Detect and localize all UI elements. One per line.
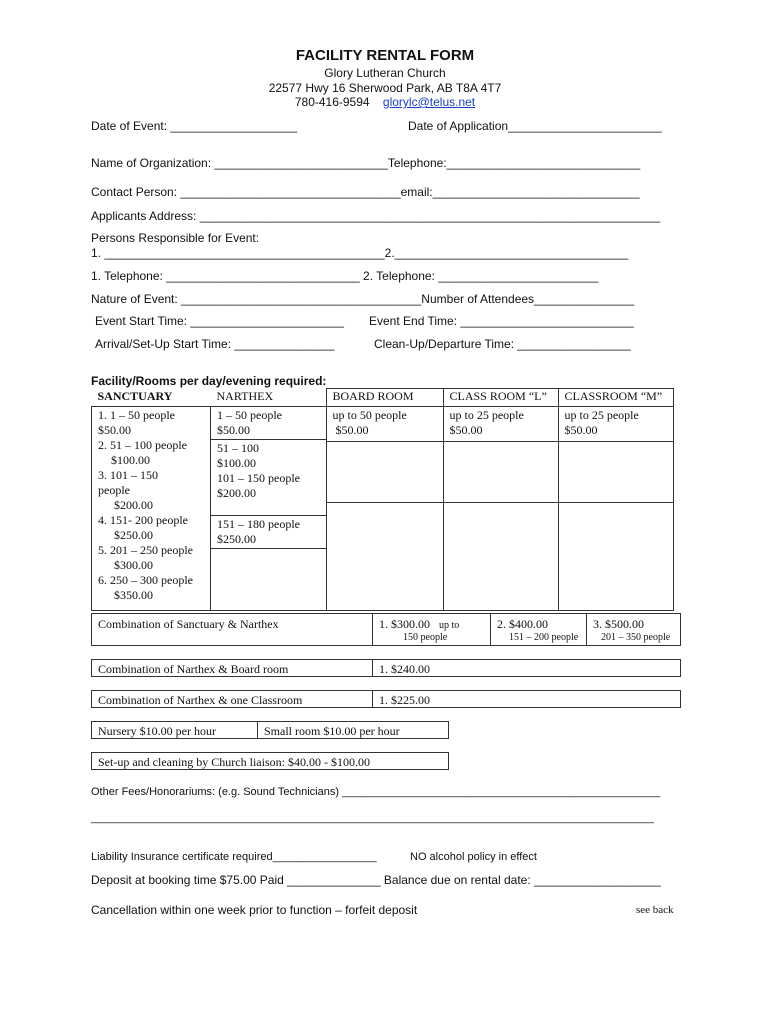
sanctuary-price-4: $250.00 <box>114 528 153 542</box>
classroom-m-capacity: up to 25 people <box>564 408 639 422</box>
combo-option-3[interactable] <box>586 614 682 645</box>
classroom-m-price: $50.00 <box>564 423 598 437</box>
sanctuary-opt-1: 1. 1 – 50 people <box>98 408 175 422</box>
combo-narthex-board-row[interactable] <box>91 659 681 677</box>
narthex-options[interactable] <box>211 407 327 611</box>
date-of-event-field[interactable]: Date of Event: ___________________ <box>91 119 298 133</box>
sanctuary-options[interactable] <box>92 407 211 611</box>
combo-option-3-price: 3. $500.00 <box>593 617 644 631</box>
col-sanctuary: SANCTUARY <box>97 388 173 403</box>
combo-option-1-people: 150 people <box>403 632 448 643</box>
narthex-group-1 <box>211 407 326 440</box>
narthex-price-1: $50.00 <box>217 423 250 437</box>
organization-field[interactable]: Name of Organization: __________________________Telephone:_____________________________ <box>91 156 641 170</box>
combo-sanctuary-narthex-label: Combination of Sanctuary & Narthex <box>98 617 279 631</box>
arrival-time-field[interactable]: Arrival/Set-Up Start Time: _______________ <box>95 337 335 351</box>
narthex-price-3: $200.00 <box>217 486 256 500</box>
form-title: FACILITY RENTAL FORM <box>295 47 475 64</box>
col-narthex: NARTHEX <box>216 388 274 403</box>
small-room-option[interactable]: Small room $10.00 per hour <box>257 722 450 738</box>
insurance-field[interactable]: Liability Insurance certificate required_________________ <box>91 851 377 863</box>
board-room-options[interactable] <box>326 407 443 611</box>
sanctuary-price-3: $200.00 <box>114 498 153 512</box>
sanctuary-price-2: $100.00 <box>111 453 150 467</box>
other-fees-field[interactable]: Other Fees/Honorariums: (e.g. Sound Technicians) ____________________________________________________ <box>91 786 661 798</box>
classroom-m-options[interactable] <box>558 407 673 611</box>
combo-narthex-class-label: Combination of Narthex & one Classroom <box>98 693 303 707</box>
contact-line <box>0 95 770 109</box>
cancellation-policy: Cancellation within one week prior to function – forfeit deposit <box>91 903 418 917</box>
combo-option-2-price: 2. $400.00 <box>497 617 548 631</box>
col-board-room: BOARD ROOM <box>326 389 443 407</box>
applicant-address-field[interactable]: Applicants Address: _____________________________________________________________________ <box>91 209 661 223</box>
combo-sanctuary-narthex-row[interactable] <box>91 613 681 646</box>
contact-person-field[interactable]: Contact Person: _________________________________email:_______________________________ <box>91 185 640 199</box>
persons-responsible-field[interactable]: 1. __________________________________________2.___________________________________ <box>91 246 629 260</box>
combo-narthex-class-row[interactable] <box>91 690 681 708</box>
narthex-opt-3: 101 – 150 people <box>217 471 300 485</box>
narthex-price-2: $100.00 <box>217 456 256 470</box>
church-phone: 780-416-9594 <box>294 95 370 109</box>
event-end-time-field[interactable]: Event End Time: __________________________ <box>369 314 634 328</box>
sanctuary-opt-3: 3. 101 – 150 <box>98 468 158 482</box>
narthex-price-4: $250.00 <box>217 532 256 546</box>
other-fees-line-2[interactable]: ____________________________________________________________________________________________ <box>91 812 654 824</box>
persons-responsible-label: Persons Responsible for Event: <box>91 231 260 245</box>
classroom-m-group <box>559 407 673 442</box>
church-address: 22577 Hwy 16 Sherwood Park, AB T8A 4T7 <box>268 81 502 95</box>
narthex-opt-2: 51 – 100 <box>217 441 259 455</box>
setup-cleaning-label: Set-up and cleaning by Church liaison: $40.00 - $100.00 <box>98 755 370 769</box>
class-room-l-capacity: up to 25 people <box>449 408 524 422</box>
combo-option-1[interactable] <box>372 614 490 645</box>
sanctuary-opt-4: 4. 151- 200 people <box>98 513 188 527</box>
sanctuary-price-1: $50.00 <box>98 423 131 437</box>
sanctuary-price-6: $350.00 <box>114 588 153 602</box>
sanctuary-opt-3b: people <box>98 483 130 497</box>
class-room-l-price: $50.00 <box>449 423 483 437</box>
nature-of-event-field[interactable]: Nature of Event: ____________________________________Number of Attendees_______________ <box>91 292 635 306</box>
board-room-price: $50.00 <box>332 423 369 437</box>
church-name: Glory Lutheran Church <box>324 66 446 80</box>
class-room-l-options[interactable] <box>443 407 558 611</box>
combo-narthex-class-price[interactable]: 1. $225.00 <box>372 691 682 707</box>
rooms-table <box>91 388 674 611</box>
combo-option-3-people: 201 – 350 people <box>601 632 671 643</box>
cleanup-time-field[interactable]: Clean-Up/Departure Time: _________________ <box>374 337 631 351</box>
sanctuary-opt-5: 5. 201 – 250 people <box>98 543 193 557</box>
col-classroom-m: CLASSROOM “M” <box>558 389 673 407</box>
setup-cleaning-row[interactable] <box>91 752 449 770</box>
event-start-time-field[interactable]: Event Start Time: _______________________ <box>95 314 344 328</box>
deposit-field[interactable]: Deposit at booking time $75.00 Paid ______________ Balance due on rental date: ___________________ <box>91 873 661 887</box>
narthex-opt-1: 1 – 50 people <box>217 408 282 422</box>
telephones-field[interactable]: 1. Telephone: _____________________________ 2. Telephone: ________________________ <box>91 269 599 283</box>
church-email-link[interactable]: glorylc@telus.net <box>382 95 476 109</box>
board-room-group <box>327 407 443 442</box>
rooms-heading: Facility/Rooms per day/evening required: <box>91 374 327 388</box>
combo-option-1-price: 1. $300.00 <box>379 617 430 631</box>
nursery-option[interactable]: Nursery $10.00 per hour <box>98 724 216 738</box>
narthex-group-3 <box>211 515 326 549</box>
combo-option-2[interactable] <box>490 614 586 645</box>
narthex-group-2 <box>211 440 326 501</box>
alcohol-policy-note: NO alcohol policy in effect <box>410 851 537 863</box>
class-room-l-group <box>444 407 558 442</box>
combo-option-2-people: 151 – 200 people <box>509 632 579 643</box>
col-class-room-l: CLASS ROOM “L” <box>443 389 558 407</box>
combo-narthex-board-price[interactable]: 1. $240.00 <box>372 660 682 676</box>
combo-narthex-board-label: Combination of Narthex & Board room <box>98 662 289 676</box>
sanctuary-price-5: $300.00 <box>114 558 153 572</box>
sanctuary-opt-6: 6. 250 – 300 people <box>98 573 193 587</box>
see-back-note: see back <box>636 904 674 916</box>
narthex-opt-4: 151 – 180 people <box>217 517 300 531</box>
board-room-capacity: up to 50 people <box>332 408 407 422</box>
date-of-application-field[interactable]: Date of Application_______________________ <box>408 119 662 133</box>
nursery-row[interactable] <box>91 721 449 739</box>
combo-option-1-upto: up to <box>439 620 460 631</box>
sanctuary-opt-2: 2. 51 – 100 people <box>98 438 187 452</box>
